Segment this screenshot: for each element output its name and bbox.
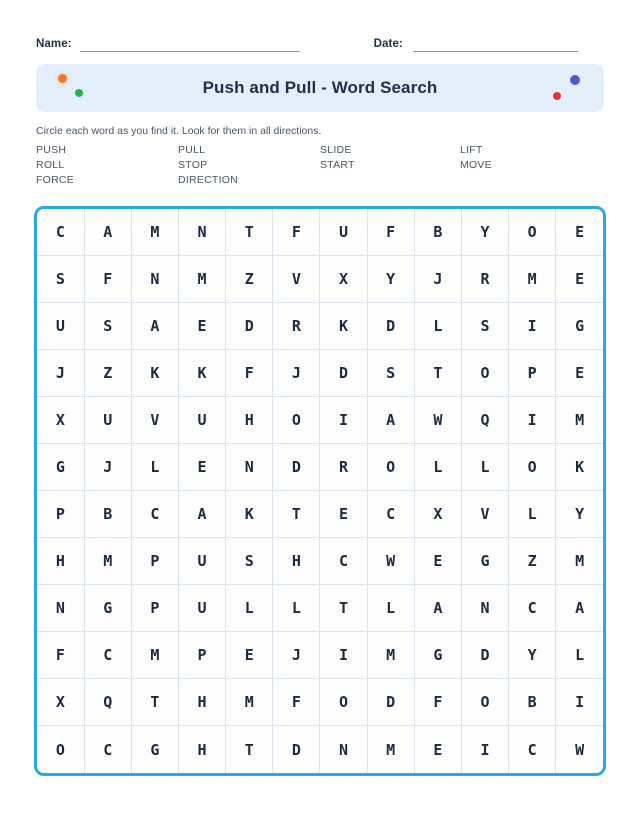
grid-row	[37, 256, 603, 303]
word-item	[460, 173, 580, 188]
grid-cell[interactable]: J	[84, 444, 131, 491]
grid-cell[interactable]: U	[178, 585, 225, 632]
grid-cell[interactable]: F	[414, 679, 461, 726]
grid-cell[interactable]: O	[509, 444, 556, 491]
grid-cell[interactable]: D	[320, 350, 367, 397]
grid-cell[interactable]: O	[461, 350, 508, 397]
grid-cell[interactable]: C	[84, 726, 131, 773]
grid-cell[interactable]: L	[556, 632, 603, 679]
grid-cell[interactable]: F	[273, 209, 320, 256]
date-input-line[interactable]	[413, 51, 578, 52]
grid-cell[interactable]: O	[461, 679, 508, 726]
grid-cell[interactable]: S	[84, 303, 131, 350]
grid-cell[interactable]: R	[320, 444, 367, 491]
grid-cell[interactable]: A	[414, 585, 461, 632]
grid-cell[interactable]: Y	[461, 209, 508, 256]
grid-cell[interactable]: F	[37, 632, 84, 679]
grid-cell[interactable]: F	[226, 350, 273, 397]
title-banner	[36, 64, 604, 112]
grid-cell[interactable]: I	[509, 303, 556, 350]
grid-cell[interactable]: Y	[509, 632, 556, 679]
grid-cell[interactable]: X	[320, 256, 367, 303]
grid-cell[interactable]: L	[273, 585, 320, 632]
grid-cell[interactable]: M	[178, 256, 225, 303]
grid-cell[interactable]: V	[461, 491, 508, 538]
grid-cell[interactable]: A	[367, 397, 414, 444]
grid-cell[interactable]: G	[37, 444, 84, 491]
grid-cell[interactable]: U	[37, 303, 84, 350]
grid-cell[interactable]: Y	[556, 491, 603, 538]
word-item: STOP	[178, 159, 208, 172]
grid-cell[interactable]: J	[273, 350, 320, 397]
grid-cell[interactable]: T	[320, 585, 367, 632]
word-item: LIFT	[460, 144, 483, 157]
grid-cell[interactable]: S	[461, 303, 508, 350]
grid-cell[interactable]: P	[131, 585, 178, 632]
grid-cell[interactable]: K	[226, 491, 273, 538]
grid-cell[interactable]: D	[273, 726, 320, 773]
grid-row	[37, 303, 603, 350]
grid-cell[interactable]: O	[509, 209, 556, 256]
grid-cell[interactable]: K	[556, 444, 603, 491]
grid-cell[interactable]: O	[367, 444, 414, 491]
grid-cell[interactable]: U	[84, 397, 131, 444]
grid-cell[interactable]: H	[37, 538, 84, 585]
grid-cell[interactable]: G	[414, 632, 461, 679]
green-dot-icon	[75, 89, 83, 97]
grid-cell[interactable]: I	[320, 632, 367, 679]
grid-cell[interactable]: M	[367, 726, 414, 773]
grid-cell[interactable]: Z	[84, 350, 131, 397]
grid-cell[interactable]: I	[461, 726, 508, 773]
grid-row	[37, 491, 603, 538]
grid-cell[interactable]: Z	[509, 538, 556, 585]
grid-cell[interactable]: D	[226, 303, 273, 350]
grid-cell[interactable]: X	[37, 397, 84, 444]
grid-cell[interactable]: C	[509, 726, 556, 773]
word-list-row	[36, 143, 604, 158]
grid-cell[interactable]: G	[556, 303, 603, 350]
grid-cell[interactable]: W	[414, 397, 461, 444]
grid-cell[interactable]: E	[226, 632, 273, 679]
grid-cell[interactable]: M	[556, 397, 603, 444]
grid-cell[interactable]: F	[367, 209, 414, 256]
grid-cell[interactable]: I	[509, 397, 556, 444]
grid-row	[37, 209, 603, 256]
grid-cell[interactable]: C	[37, 209, 84, 256]
grid-row	[37, 679, 603, 726]
word-item: MOVE	[460, 159, 492, 172]
page-title: Push and Pull - Word Search	[202, 78, 438, 97]
grid-cell[interactable]: B	[414, 209, 461, 256]
grid-cell[interactable]: N	[226, 444, 273, 491]
grid-cell[interactable]: H	[273, 538, 320, 585]
word-list	[36, 143, 604, 188]
grid-cell[interactable]: O	[37, 726, 84, 773]
grid-cell[interactable]: W	[367, 538, 414, 585]
grid-cell[interactable]: T	[226, 726, 273, 773]
grid-cell[interactable]: M	[509, 256, 556, 303]
grid-cell[interactable]: B	[84, 491, 131, 538]
word-item: DIRECTION	[178, 173, 238, 186]
grid-cell[interactable]: M	[84, 538, 131, 585]
grid-cell[interactable]: E	[556, 350, 603, 397]
grid-cell[interactable]: N	[320, 726, 367, 773]
grid-cell[interactable]: P	[37, 491, 84, 538]
grid-cell[interactable]: D	[273, 444, 320, 491]
grid-cell[interactable]: S	[226, 538, 273, 585]
grid-row	[37, 585, 603, 632]
grid-cell[interactable]: V	[273, 256, 320, 303]
grid-cell[interactable]: O	[320, 679, 367, 726]
grid-cell[interactable]: U	[320, 209, 367, 256]
grid-cell[interactable]: M	[367, 632, 414, 679]
grid-cell[interactable]: L	[226, 585, 273, 632]
word-item: PUSH	[36, 144, 67, 157]
blue-dot-icon	[570, 75, 580, 85]
grid-cell[interactable]: B	[509, 679, 556, 726]
grid-cell[interactable]: N	[37, 585, 84, 632]
grid-cell[interactable]: J	[414, 256, 461, 303]
grid-cell[interactable]: F	[273, 679, 320, 726]
grid-cell[interactable]: E	[556, 256, 603, 303]
word-item: FORCE	[36, 173, 74, 186]
grid-cell[interactable]: T	[131, 679, 178, 726]
grid-cell[interactable]: E	[178, 303, 225, 350]
grid-cell[interactable]: K	[131, 350, 178, 397]
name-input-line[interactable]	[80, 51, 300, 52]
grid-cell[interactable]: F	[84, 256, 131, 303]
grid-cell[interactable]: G	[84, 585, 131, 632]
grid-cell[interactable]: H	[178, 679, 225, 726]
grid-cell[interactable]: V	[131, 397, 178, 444]
grid-cell[interactable]: S	[37, 256, 84, 303]
grid-cell[interactable]: D	[367, 679, 414, 726]
grid-cell[interactable]: L	[414, 444, 461, 491]
name-label: Name:	[36, 38, 72, 50]
grid-cell[interactable]: Q	[84, 679, 131, 726]
grid-cell[interactable]: L	[509, 491, 556, 538]
grid-cell[interactable]: T	[414, 350, 461, 397]
grid-cell[interactable]: P	[509, 350, 556, 397]
grid-row	[37, 632, 603, 679]
red-dot-icon	[553, 92, 561, 100]
grid-cell[interactable]: S	[367, 350, 414, 397]
grid-cell[interactable]: K	[178, 350, 225, 397]
grid-row	[37, 350, 603, 397]
word-item: ROLL	[36, 159, 65, 172]
grid-cell[interactable]: A	[84, 209, 131, 256]
grid-cell[interactable]: Z	[226, 256, 273, 303]
grid-cell[interactable]: D	[367, 303, 414, 350]
grid-cell[interactable]: E	[178, 444, 225, 491]
grid-cell[interactable]: M	[131, 209, 178, 256]
word-list-row	[36, 173, 604, 188]
grid-row	[37, 397, 603, 444]
grid-cell[interactable]: T	[273, 491, 320, 538]
word-item: START	[320, 159, 355, 172]
grid-cell[interactable]: M	[556, 538, 603, 585]
name-field-group	[36, 38, 300, 52]
word-item	[320, 173, 460, 188]
grid-cell[interactable]: C	[367, 491, 414, 538]
date-field-group	[374, 38, 578, 52]
grid-cell[interactable]: N	[131, 256, 178, 303]
grid-row	[37, 726, 603, 773]
grid-cell[interactable]: G	[461, 538, 508, 585]
grid-cell[interactable]: E	[556, 209, 603, 256]
grid-cell[interactable]: X	[37, 679, 84, 726]
grid-cell[interactable]: M	[226, 679, 273, 726]
grid-cell[interactable]: U	[178, 538, 225, 585]
orange-dot-icon	[58, 74, 67, 83]
grid-cell[interactable]: A	[556, 585, 603, 632]
word-item: SLIDE	[320, 144, 352, 157]
grid-cell[interactable]: C	[320, 538, 367, 585]
grid-cell[interactable]: R	[461, 256, 508, 303]
grid-cell[interactable]: C	[131, 491, 178, 538]
name-date-row	[0, 0, 640, 52]
grid-cell[interactable]: E	[414, 538, 461, 585]
grid-cell[interactable]: A	[131, 303, 178, 350]
grid-cell[interactable]: J	[37, 350, 84, 397]
date-label: Date:	[373, 38, 403, 50]
grid-cell[interactable]: Y	[367, 256, 414, 303]
grid-cell[interactable]: X	[414, 491, 461, 538]
grid-cell[interactable]: J	[273, 632, 320, 679]
grid-cell[interactable]: I	[556, 679, 603, 726]
grid-cell[interactable]: M	[131, 632, 178, 679]
grid-cell[interactable]: K	[320, 303, 367, 350]
grid-cell[interactable]: L	[414, 303, 461, 350]
grid-cell[interactable]: U	[178, 397, 225, 444]
grid-cell[interactable]: L	[131, 444, 178, 491]
grid-cell[interactable]: L	[367, 585, 414, 632]
grid-cell[interactable]: E	[414, 726, 461, 773]
grid-cell[interactable]: D	[461, 632, 508, 679]
grid-cell[interactable]: H	[178, 726, 225, 773]
grid-cell[interactable]: N	[178, 209, 225, 256]
word-search-grid	[34, 206, 606, 776]
grid-cell[interactable]: G	[131, 726, 178, 773]
grid-row	[37, 444, 603, 491]
grid-cell[interactable]: C	[509, 585, 556, 632]
grid-cell[interactable]: C	[84, 632, 131, 679]
grid-cell[interactable]: N	[461, 585, 508, 632]
letter-table	[37, 209, 603, 773]
grid-cell[interactable]: Q	[461, 397, 508, 444]
grid-cell[interactable]: T	[226, 209, 273, 256]
word-item: PULL	[178, 144, 206, 157]
grid-cell[interactable]: I	[320, 397, 367, 444]
grid-cell[interactable]: E	[320, 491, 367, 538]
grid-cell[interactable]: A	[178, 491, 225, 538]
grid-cell[interactable]: P	[131, 538, 178, 585]
grid-cell[interactable]: W	[556, 726, 603, 773]
grid-cell[interactable]: P	[178, 632, 225, 679]
word-list-row	[36, 158, 604, 173]
grid-cell[interactable]: H	[226, 397, 273, 444]
instructions-text: Circle each word as you find it. Look for them in all directions.	[36, 125, 322, 137]
grid-row	[37, 538, 603, 585]
grid-cell[interactable]: O	[273, 397, 320, 444]
grid-cell[interactable]: L	[461, 444, 508, 491]
grid-cell[interactable]: R	[273, 303, 320, 350]
